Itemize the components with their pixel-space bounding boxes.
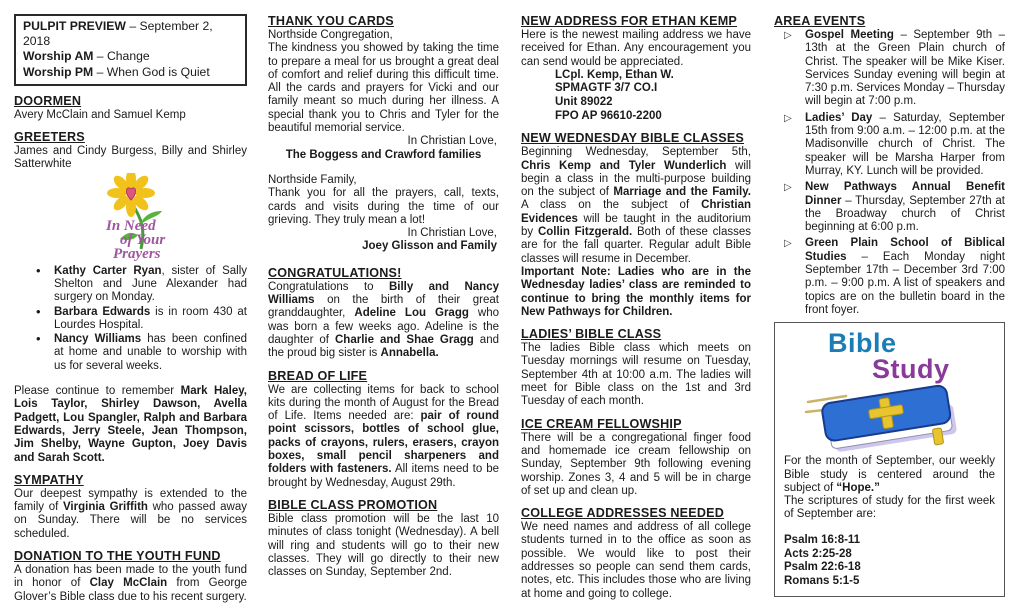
area-events-heading: AREA EVENTS: [774, 14, 866, 28]
donation-heading: DONATION TO THE YOUTH FUND: [14, 549, 221, 564]
ethan-kemp-body: Here is the newest mailing address we have received for Ethan. Any encouragement you can send would be appreciated.: [521, 29, 751, 68]
doormen-body: Avery McClain and Samuel Kemp: [14, 108, 186, 121]
area-event-item: ▷ New Pathways Annual Benefit Dinner – Thursday, September 27th at the Broadway church of Christ beginning at 6:00 p.m.: [805, 181, 1005, 234]
remember-paragraph: Please continue to remember Mark Haley, Lois Taylor, Shirley Dawson, Avella Padgett, Lou Spangler, Ralph and Barbara Edwards, Jerry Steele, Jean Thompson, Jim Shelby, Wayne Gupton, Joey Davis and Sarah Scott.: [14, 385, 247, 464]
donation-body: A donation has been made to the youth fund in honor of Clay McClain from George Glover’s Bible class due to his recent surgery.: [14, 564, 248, 603]
ice-cream-fellowship-body: There will be a congregational finger food and homemade ice cream fellowship on Sunday, September 9th following evening worship. Zones 3, 4 and 5 will be in charge of set up and clean up.: [521, 431, 751, 497]
greeters-body: James and Cindy Burgess, Billy and Shirley Satterwhite: [14, 145, 247, 171]
area-event-item: ▷ Ladies’ Day – Saturday, September 15th from 9:00 a.m. – 12:00 p.m. at the Madisonville church of Christ. The speaker will be Marsha Harper from Murray, KY. Lunch will be provided.: [805, 112, 1005, 178]
greeters-heading: GREETERS: [14, 130, 85, 145]
bible-study-paragraph-1: For the month of September, our weekly Bible study is centered around the subject of “Hope.”: [784, 455, 995, 494]
ladies-bible-class-heading: LADIES’ BIBLE CLASS: [521, 327, 662, 342]
wednesday-classes-heading: NEW WEDNESDAY BIBLE CLASSES: [521, 131, 745, 146]
scripture-list: [784, 534, 995, 589]
address-line: SPMAGTF 3/7 CO.I: [555, 82, 658, 95]
column-2: [268, 12, 499, 579]
area-event-item: ▷ Gospel Meeting – September 9th – 13th at the Green Plain church of Christ. The speaker will be Mike Kiser. Services Sunday evening will begin at 7:30 p.m. Services Monday – Thursday will begin at 7:00 p.m.: [805, 29, 1005, 109]
congratulations-heading: CONGRATULATIONS!: [268, 265, 402, 280]
letter1-salutation: Northside Congregation,: [268, 29, 393, 41]
bible-class-promotion-body: Bible class promotion will be the last 10 minutes of class tonight (Wednesday). A bell will ring and students will go to their new classes. They will go directly to their new classes on Sunday, September 2nd.: [268, 512, 499, 579]
bible-book-icon: [802, 380, 974, 454]
doormen-heading: DOORMEN: [14, 93, 82, 108]
letter2-signature: Joey Glisson and Family: [362, 240, 497, 253]
pulpit-preview-box: [14, 14, 247, 86]
scripture-line: Acts 2:25-28: [784, 547, 852, 560]
pulpit-line-3: Worship PM – When God is Quiet: [23, 64, 210, 79]
bible-class-promotion-heading: BIBLE CLASS PROMOTION: [268, 497, 438, 512]
wednesday-classes-note: Important Note: Ladies who are in the Wednesday ladies’ class are reminded to continue to bring the monthly items for New Pathways for Children.: [521, 265, 751, 318]
bible-study-paragraph-2: The scriptures of study for the first week of September are:: [784, 495, 995, 521]
sympathy-body: Our deepest sympathy is extended to the family of Virginia Griffith who passed away on Sunday. There will be no services scheduled.: [14, 487, 247, 540]
area-event-item: ▷ Green Plain School of Biblical Studies – Each Monday night September 17th – December 3rd 7:00 p.m. – 9:00 p.m. A list of speakers and topics are on the bulletin board in the front foyer.: [805, 237, 1005, 317]
column-1: [14, 12, 247, 604]
wednesday-classes-body: Beginning Wednesday, September 5th, Chris Kemp and Tyler Wunderlich will begin a class in the multi-purpose building on the subject of Marriage and the Family. A class on the subject of Christian Evidences will be taught in the auditorium by Collin Fitzgerald. Both of these classes are for the fall quarter. Regular adult Bible classes will resume in December.: [521, 146, 752, 265]
prayer-list-item: • Barbara Edwards is in room 430 at Lourdes Hospital.: [54, 306, 247, 333]
ice-cream-fellowship-heading: ICE CREAM FELLOWSHIP: [521, 416, 682, 431]
pulpit-line-1: PULPIT PREVIEW – September 2, 2018: [23, 19, 213, 49]
column-3: [521, 12, 751, 601]
prayers-text-line-2: of Your: [120, 231, 166, 248]
scripture-line: Psalm 22:6-18: [784, 561, 861, 574]
column-4: [774, 12, 1005, 597]
letter2-closing: In Christian Love,: [407, 227, 497, 240]
bread-of-life-heading: BREAD OF LIFE: [268, 368, 368, 383]
address-line: LCpl. Kemp, Ethan W.: [555, 68, 674, 81]
in-need-of-your-prayers-graphic: [14, 175, 247, 263]
letter1-closing: In Christian Love,: [407, 135, 497, 148]
bread-of-life-body: We are collecting items for back to school kits during the month of August for the Bread of Life. Items needed are: pair of round point scissors, bottles of school glue, packs of crayons, rulers, erasers, crayon boxes, small pencil sharpeners and folders with fasteners. All items need to be brought by Wednesday, August 29th.: [268, 383, 500, 489]
ethan-kemp-heading: NEW ADDRESS FOR ETHAN KEMP: [521, 14, 738, 28]
pulpit-line-2: Worship AM – Change: [23, 49, 150, 64]
letter1-body: The kindness you showed by taking the time to prepare a meal for us brought a great deal of comfort and relief during this difficult time. All the cards and prayers for Vicki and our family meant so much during her illness. A special thank you to Chris and Tyler for the beautiful memorial service.: [268, 42, 499, 135]
letter2-salutation: Northside Family,: [268, 173, 357, 186]
letter1-signature: The Boggess and Crawford families: [285, 148, 482, 161]
scripture-line: Psalm 16:8-11: [784, 533, 861, 546]
prayer-list-item: • Kathy Carter Ryan, sister of Sally Shelton and June Alexander had surgery on Monday.: [54, 265, 247, 305]
prayers-text-line-1: In Need: [106, 217, 156, 234]
college-addresses-heading: COLLEGE ADDRESSES NEEDED: [521, 506, 725, 521]
bible-word: Bible: [828, 328, 897, 359]
congratulations-body: Congratulations to Billy and Nancy Williams on the birth of their great granddaughter, Adeline Lou Gragg who was born a few weeks ago. Adeline is the daughter of Charlie and Shae Gragg and the proud big sister is Annabella.: [268, 280, 499, 360]
college-addresses-body: We need names and address of all college students turned in to the office as soon as possible. We would like to post their addresses so people can send them cards, notes, etc. This includes those who are living at home and going to college.: [521, 521, 751, 600]
ladies-bible-class-body: The ladies Bible class which meets on Tuesday mornings will resume on Tuesday, September 4th at 10:00 a.m. The ladies will meet for Bible class on the 1st and 3rd Tuesday of each month.: [521, 342, 751, 408]
scripture-line: Romans 5:1-5: [784, 575, 860, 588]
thank-you-cards-heading: THANK YOU CARDS: [268, 14, 394, 28]
area-events-list: [774, 29, 1005, 317]
prayer-list: [14, 265, 247, 373]
letter2-body: Thank you for all the prayers, call, texts, cards and visits during the time of our grieving. They truly mean a lot!: [268, 187, 499, 226]
bible-study-box: [774, 322, 1005, 597]
sympathy-heading: SYMPATHY: [14, 472, 84, 487]
prayers-text-line-3: Prayers: [113, 245, 161, 262]
ethan-kemp-address: [555, 69, 751, 123]
address-line: Unit 89022: [555, 96, 613, 109]
study-word: Study: [872, 354, 950, 385]
address-line: FPO AP 96610-2200: [555, 109, 662, 122]
bible-study-clipart: [784, 328, 995, 455]
prayer-list-item: • Nancy Williams has been confined at home and unable to worship with us for several weeks.: [54, 333, 247, 373]
